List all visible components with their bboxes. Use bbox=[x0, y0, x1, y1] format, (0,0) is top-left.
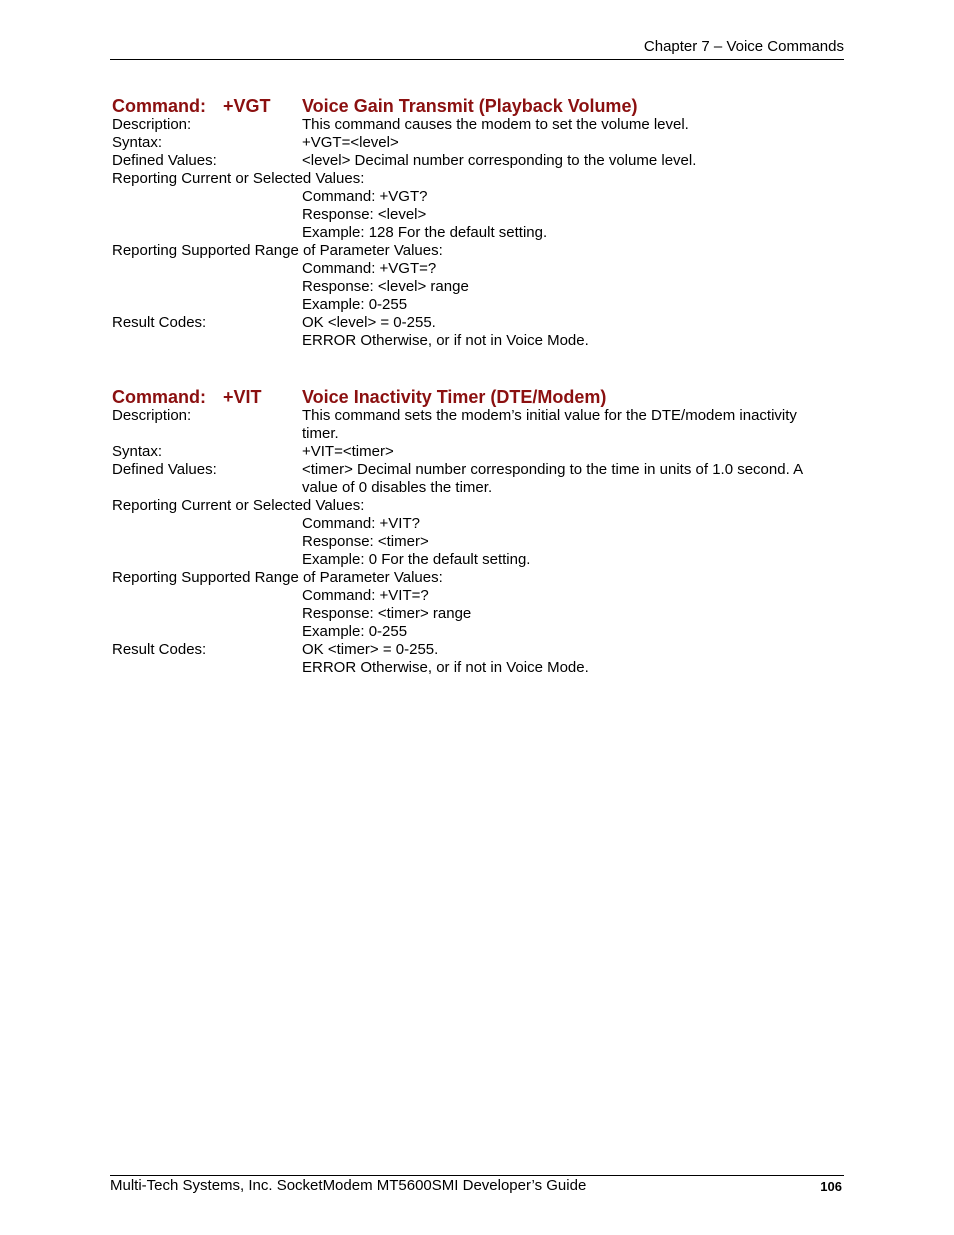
range-response: Response: <timer> range bbox=[302, 605, 472, 622]
syntax-row bbox=[112, 443, 842, 461]
syntax-label: Syntax: bbox=[112, 134, 163, 151]
command-label: Command: bbox=[112, 96, 206, 116]
command-title: Voice Gain Transmit (Playback Volume) bbox=[302, 96, 638, 116]
section-vit bbox=[112, 387, 842, 677]
range-command: Command: +VIT=? bbox=[302, 587, 429, 604]
result-codes-row bbox=[112, 641, 842, 659]
reporting-range-row bbox=[112, 242, 842, 260]
syntax-label: Syntax: bbox=[112, 443, 163, 460]
defined-values-text: <level> Decimal number corresponding to the volume level. bbox=[302, 152, 697, 169]
result-ok: OK <level> = 0-255. bbox=[302, 314, 436, 331]
result-codes-label: Result Codes: bbox=[112, 314, 207, 331]
result-codes-row bbox=[112, 314, 842, 332]
page-number: 106 bbox=[820, 1179, 842, 1194]
range-example: Example: 0-255 bbox=[302, 623, 408, 640]
reporting-current-label: Reporting Current or Selected Values: bbox=[112, 497, 365, 514]
result-error: ERROR Otherwise, or if not in Voice Mode. bbox=[302, 332, 589, 349]
syntax-text: +VGT=<level> bbox=[302, 134, 399, 151]
section-heading bbox=[112, 96, 842, 116]
syntax-row bbox=[112, 134, 842, 152]
defined-values-label: Defined Values: bbox=[112, 461, 217, 478]
defined-values-text: <timer> Decimal number corresponding to the time in units of 1.0 second. A value of 0 disables the timer. bbox=[302, 461, 803, 496]
range-response: Response: <level> range bbox=[302, 278, 469, 295]
current-command: Command: +VIT? bbox=[302, 515, 420, 532]
description-label: Description: bbox=[112, 407, 192, 424]
result-error: ERROR Otherwise, or if not in Voice Mode. bbox=[302, 659, 589, 676]
result-codes-label: Result Codes: bbox=[112, 641, 207, 658]
description-row bbox=[112, 407, 842, 443]
reporting-range-row bbox=[112, 569, 842, 587]
description-text: This command causes the modem to set the volume level. bbox=[302, 116, 689, 133]
defined-values-row bbox=[112, 461, 842, 497]
current-example: Example: 128 For the default setting. bbox=[302, 224, 548, 241]
reporting-current-label: Reporting Current or Selected Values: bbox=[112, 170, 365, 187]
range-command: Command: +VGT=? bbox=[302, 260, 437, 277]
syntax-text: +VIT=<timer> bbox=[302, 443, 394, 460]
command-code: +VIT bbox=[223, 387, 262, 407]
section-vgt bbox=[112, 96, 842, 350]
section-heading bbox=[112, 387, 842, 407]
footer-rule bbox=[110, 1175, 844, 1176]
current-command: Command: +VGT? bbox=[302, 188, 428, 205]
reporting-range-label: Reporting Supported Range of Parameter Values: bbox=[112, 569, 443, 586]
header-rule bbox=[110, 59, 844, 60]
description-row bbox=[112, 116, 842, 134]
current-example: Example: 0 For the default setting. bbox=[302, 551, 531, 568]
reporting-range-label: Reporting Supported Range of Parameter Values: bbox=[112, 242, 443, 259]
current-response: Response: <level> bbox=[302, 206, 427, 223]
footer-guide-title: Multi-Tech Systems, Inc. SocketModem MT5600SMI Developer’s Guide bbox=[110, 1177, 587, 1194]
description-text: This command sets the modem’s initial value for the DTE/modem inactivity timer. bbox=[302, 407, 797, 442]
command-title: Voice Inactivity Timer (DTE/Modem) bbox=[302, 387, 607, 407]
range-example: Example: 0-255 bbox=[302, 296, 408, 313]
command-code: +VGT bbox=[223, 96, 271, 116]
description-label: Description: bbox=[112, 116, 192, 133]
defined-values-label: Defined Values: bbox=[112, 152, 217, 169]
current-response: Response: <timer> bbox=[302, 533, 429, 550]
result-ok: OK <timer> = 0-255. bbox=[302, 641, 439, 658]
reporting-current-row bbox=[112, 170, 842, 188]
command-label: Command: bbox=[112, 387, 206, 407]
defined-values-row bbox=[112, 152, 842, 170]
running-header: Chapter 7 – Voice Commands bbox=[643, 38, 844, 55]
reporting-current-row bbox=[112, 497, 842, 515]
